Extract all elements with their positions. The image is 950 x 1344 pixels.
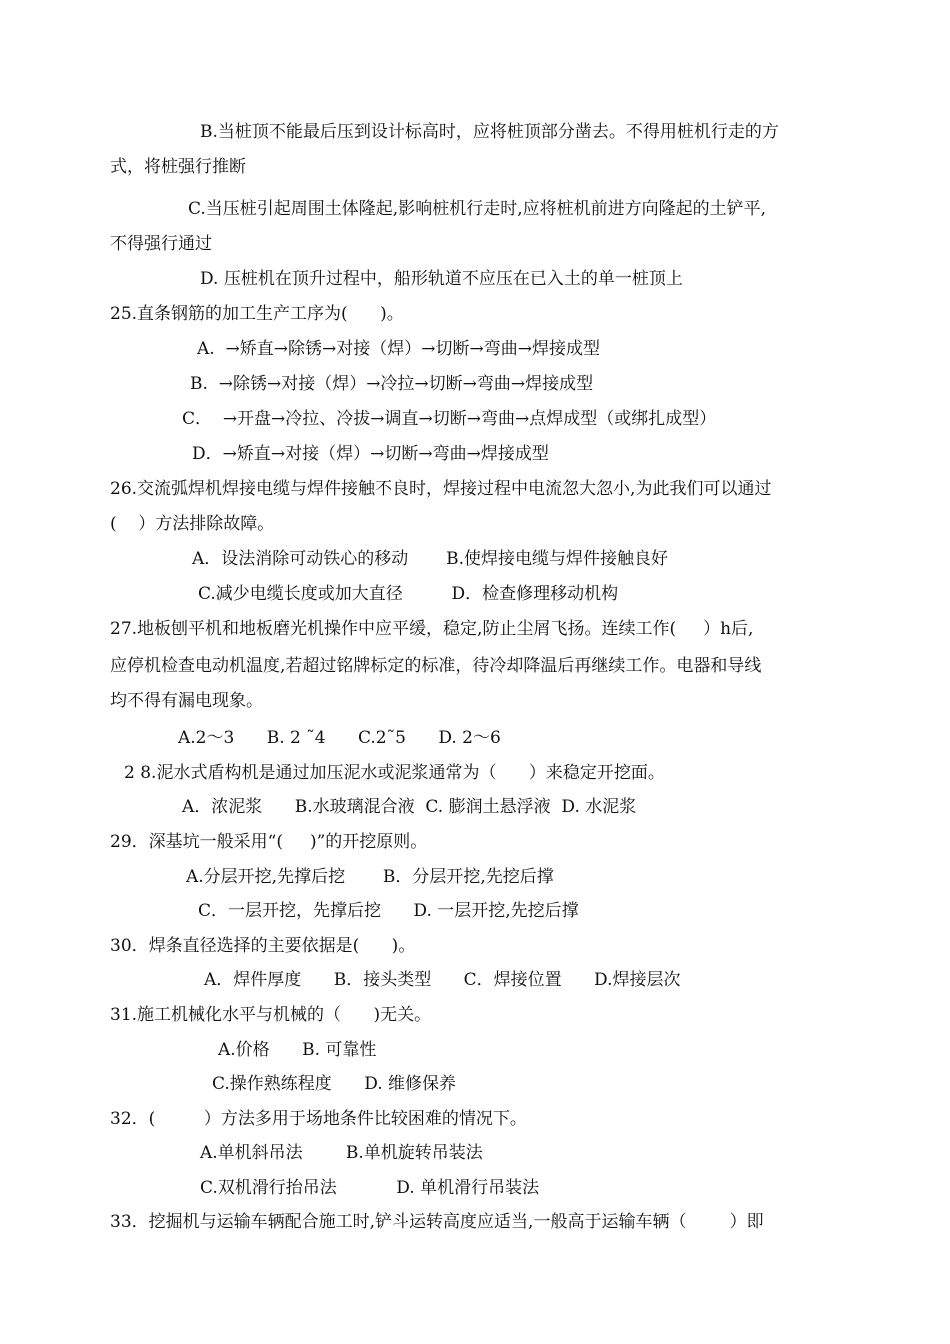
option-25-a: A. →矫直→除锈→对接（焊）→切断→弯曲→焊接成型 (197, 339, 600, 359)
option-25-b: B. →除锈→对接（焊）→冷拉→切断→弯曲→焊接成型 (190, 374, 594, 394)
option-25-c: C． →开盘→冷拉、冷拔→调直→切断→弯曲→点焊成型（或绑扎成型） (182, 409, 717, 429)
options-32-ab: A.单机斜吊法 B.单机旋转吊装法 (200, 1143, 483, 1163)
question-32: 32．( ）方法多用于场地条件比较困难的情况下。 (110, 1109, 527, 1129)
option-24-d: D. 压桩机在顶升过程中，船形轨道不应压在已入土的单一桩顶上 (200, 269, 683, 289)
options-26-ab: A．设法消除可动铁心的移动 B.使焊接电缆与焊件接触良好 (192, 549, 668, 569)
option-24-b-line1: B.当桩顶不能最后压到设计标高时，应将桩顶部分凿去。不得用桩机行走的方 (200, 122, 779, 142)
question-26-line2: ( ）方法排除故障。 (110, 514, 275, 534)
options-29-cd: C．一层开挖，先撑后挖 D. 一层开挖,先挖后撑 (198, 901, 579, 921)
options-31-cd: C.操作熟练程度 D. 维修保养 (212, 1074, 457, 1094)
options-29-ab: A.分层开挖,先撑后挖 B．分层开挖,先挖后撑 (186, 867, 554, 887)
options-32-cd: C.双机滑行抬吊法 D. 单机滑行吊装法 (200, 1178, 540, 1198)
question-27-line3: 均不得有漏电现象。 (110, 691, 263, 711)
question-27-line1: 27.地板刨平机和地板磨光机操作中应平缓，稳定,防止尘屑飞扬。连续工作( ）h后, (110, 619, 754, 639)
options-30: A．焊件厚度 B．接头类型 C．焊接位置 D.焊接层次 (204, 970, 681, 990)
option-24-b-line2: 式，将桩强行推断 (110, 157, 246, 177)
question-28: 2 8.泥水式盾构机是通过加压泥水或泥浆通常为（ ）来稳定开挖面。 (124, 763, 665, 783)
options-31-ab: A.价格 B. 可靠性 (218, 1040, 377, 1060)
question-33: 33．挖掘机与运输车辆配合施工时,铲斗运转高度应适当,一般高于运输车辆（ ）即 (110, 1212, 764, 1232)
question-31: 31.施工机械化水平与机械的（ )无关。 (110, 1005, 432, 1025)
options-28: A．浓泥浆 B.水玻璃混合液 C. 膨润土悬浮液 D. 水泥浆 (182, 797, 637, 817)
question-27-line2: 应停机检查电动机温度,若超过铭牌标定的标准，待冷却降温后再继续工作。电器和导线 (110, 656, 762, 676)
option-24-c-line1: C.当压桩引起周围土体隆起,影响桩机行走时,应将桩机前进方向隆起的土铲平, (188, 199, 767, 219)
question-30: 30．焊条直径选择的主要依据是( )。 (110, 936, 416, 956)
option-25-d: D．→矫直→对接（焊）→切断→弯曲→焊接成型 (192, 444, 549, 464)
options-27: A.2～3 B. 2 ˜4 C.2˜5 D. 2～6 (178, 728, 501, 748)
option-24-c-line2: 不得强行通过 (110, 234, 212, 254)
question-25: 25.直条钢筋的加工生产工序为( )。 (110, 304, 404, 324)
question-29: 29．深基坑一般采用“( )”的开挖原则。 (110, 832, 428, 852)
options-26-cd: C.减少电缆长度或加大直径 D．检查修理移动机构 (198, 584, 619, 604)
question-26-line1: 26.交流弧焊机焊接电缆与焊件接触不良时，焊接过程中电流忽大忽小,为此我们可以通过 (110, 479, 772, 499)
